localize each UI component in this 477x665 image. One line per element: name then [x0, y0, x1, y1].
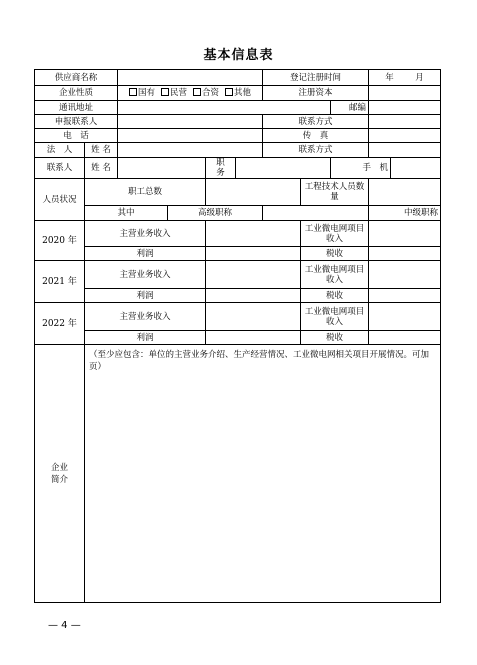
year-2020-label: 2020 年 — [35, 221, 85, 261]
option-other[interactable]: 其他 — [225, 88, 251, 98]
fax-field[interactable] — [369, 129, 441, 143]
contact-method-label: 联系方式 — [263, 115, 369, 129]
registration-time-field[interactable] — [369, 70, 441, 86]
main-income-label: 主营业务收入 — [85, 303, 206, 331]
legal-contact-method-field[interactable] — [369, 143, 441, 158]
legal-contact-method-label: 联系方式 — [263, 143, 369, 158]
profit-label: 利润 — [85, 247, 206, 261]
fax-label: 传 真 — [263, 129, 369, 143]
address-label: 通讯地址 — [35, 101, 118, 115]
main-income-field[interactable] — [206, 221, 301, 247]
month-unit: 月 — [415, 72, 424, 83]
checkbox-icon — [161, 88, 169, 96]
option-state-owned[interactable]: 国有 — [129, 88, 155, 98]
contact-name-label: 姓 名 — [85, 158, 118, 179]
profit-field[interactable] — [206, 247, 301, 261]
company-intro-label — [35, 345, 85, 603]
profit-field[interactable] — [206, 289, 301, 303]
tax-label: 税收 — [301, 331, 369, 345]
engineering-staff-label: 工程技术人员数量 — [301, 179, 369, 206]
checkbox-icon — [129, 88, 137, 96]
enterprise-nature-label: 企业性质 — [35, 86, 118, 101]
senior-title-field[interactable] — [263, 206, 369, 221]
legal-name-field[interactable] — [118, 143, 263, 158]
total-staff-field[interactable] — [206, 179, 301, 206]
tax-label: 税收 — [301, 247, 369, 261]
legal-person-label: 法 人 — [35, 143, 85, 158]
among-label: 其中 — [85, 206, 168, 221]
phone-field[interactable] — [118, 129, 263, 143]
microgrid-income-label: 工业微电网项目收入 — [301, 261, 369, 289]
supplier-name-field[interactable] — [118, 70, 263, 86]
mobile-field[interactable] — [391, 158, 441, 179]
profit-label: 利润 — [85, 289, 206, 303]
applicant-contact-field[interactable] — [118, 115, 263, 129]
registered-capital-field[interactable] — [369, 86, 441, 101]
staff-status-label: 人员状况 — [35, 179, 85, 221]
enterprise-nature-options — [118, 86, 263, 101]
total-staff-label: 职工总数 — [85, 179, 206, 206]
contact-name-field[interactable] — [118, 158, 206, 179]
duty-label: 职 务 — [206, 158, 236, 179]
year-2021-label: 2021 年 — [35, 261, 85, 303]
mobile-label: 手 机 — [331, 158, 391, 179]
option-joint-venture[interactable]: 合资 — [193, 88, 219, 98]
tax-field[interactable] — [369, 331, 441, 345]
postcode-field[interactable] — [369, 101, 441, 115]
address-field[interactable] — [118, 101, 331, 115]
basic-info-table — [34, 69, 441, 603]
senior-title-label: 高级职称 — [168, 206, 263, 221]
main-income-field[interactable] — [206, 303, 301, 331]
applicant-contact-label: 申报联系人 — [35, 115, 118, 129]
document-title: 基本信息表 — [203, 48, 274, 63]
tax-field[interactable] — [369, 247, 441, 261]
registration-time-label: 登记注册时间 — [263, 70, 369, 86]
microgrid-income-field[interactable] — [369, 261, 441, 289]
legal-name-label: 姓 名 — [85, 143, 118, 158]
profit-label: 利润 — [85, 331, 206, 345]
profit-field[interactable] — [206, 331, 301, 345]
registered-capital-label: 注册资本 — [263, 86, 369, 101]
postcode-label: 邮编 — [331, 101, 369, 115]
year-2022-label: 2022 年 — [35, 303, 85, 345]
contact-person-label: 联系人 — [35, 158, 85, 179]
main-income-label: 主营业务收入 — [85, 221, 206, 247]
microgrid-income-label: 工业微电网项目收入 — [301, 221, 369, 247]
checkbox-icon — [225, 88, 233, 96]
microgrid-income-label: 工业微电网项目收入 — [301, 303, 369, 331]
page-number: — 4 — — [48, 620, 81, 631]
supplier-name-label: 供应商名称 — [35, 70, 118, 86]
tax-field[interactable] — [369, 289, 441, 303]
microgrid-income-field[interactable] — [369, 303, 441, 331]
phone-label: 电 话 — [35, 129, 118, 143]
main-income-field[interactable] — [206, 261, 301, 289]
contact-method-field[interactable] — [369, 115, 441, 129]
engineering-staff-field[interactable] — [369, 179, 441, 206]
middle-title-label: 中级职称 — [369, 206, 441, 221]
tax-label: 税收 — [301, 289, 369, 303]
company-intro-field[interactable] — [85, 345, 441, 603]
intro-label-text: 企业简介 — [50, 462, 68, 485]
main-income-label: 主营业务收入 — [85, 261, 206, 289]
microgrid-income-field[interactable] — [369, 221, 441, 247]
intro-instruction: （至少应包含：单位的主营业务介绍、生产经营情况、工业微电网相关项目开展情况。可加页） — [89, 350, 430, 372]
year-unit: 年 — [385, 72, 394, 83]
duty-field[interactable] — [236, 158, 331, 179]
checkbox-icon — [193, 88, 201, 96]
option-private[interactable]: 民营 — [161, 88, 187, 98]
